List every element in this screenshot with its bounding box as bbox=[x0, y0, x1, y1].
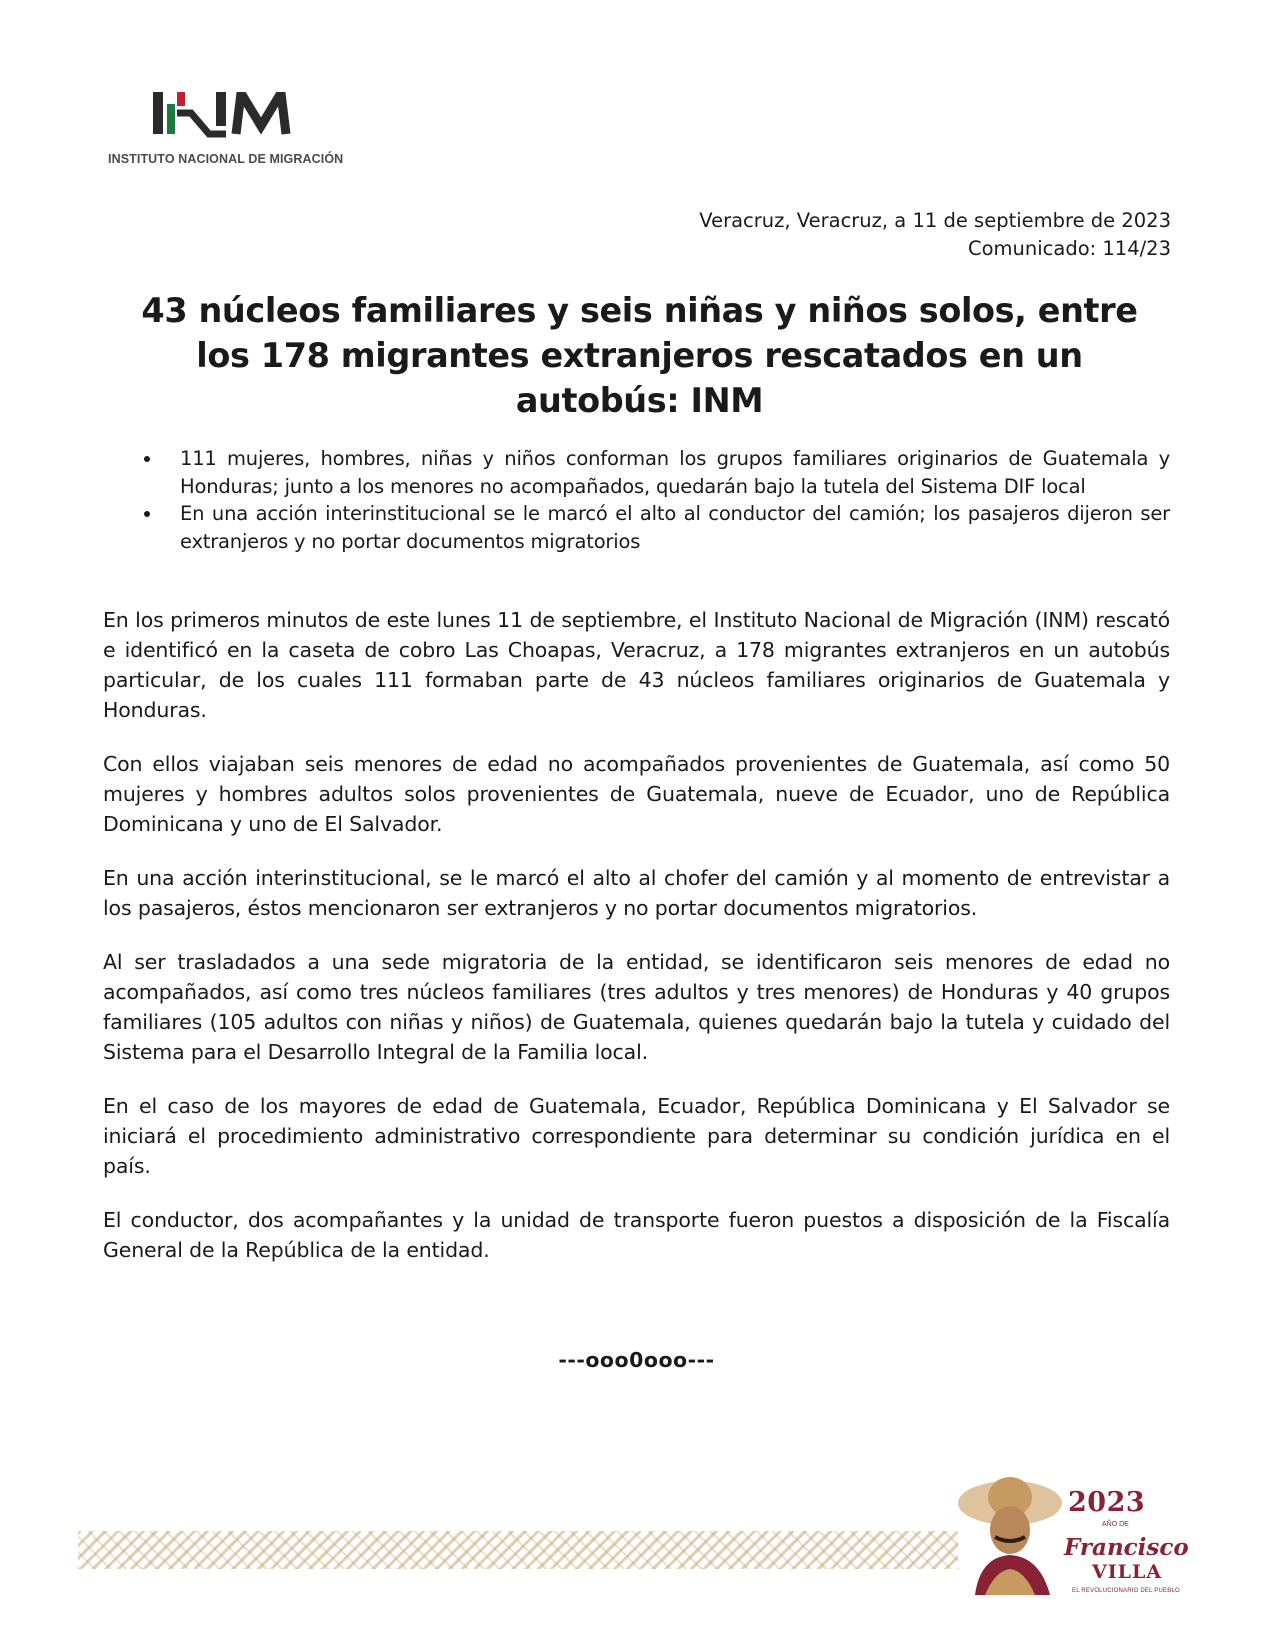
decorative-border bbox=[78, 1531, 958, 1569]
bullet-icon bbox=[144, 456, 150, 462]
bullet-text: 111 mujeres, hombres, niñas y niños conforman los grupos familiares originarios de Guatemala y Honduras; junto a los menores no acompañados, quedarán bajo la tutela del Sistema DIF local bbox=[180, 447, 1170, 498]
paragraph: En el caso de los mayores de edad de Guatemala, Ecuador, República Dominicana y El Salvador se iniciará el procedimiento administrativo correspondiente para determinar su condición jurídica en el país. bbox=[103, 1094, 1170, 1178]
bullet-icon bbox=[144, 511, 150, 517]
paragraph: Al ser trasladados a una sede migratoria de la entidad, se identificaron seis menores de edad no acompañados, así como tres núcleos familiares (tres adultos y tres menores) de Honduras y 40 grupos familiares (105 adultos con niñas y niños) de Guatemala, quienes quedarán bajo la tutela y cuidado del Sistema para el Desarrollo Integral de la Familia local. bbox=[103, 950, 1170, 1064]
summary-bullets bbox=[140, 445, 1170, 555]
communique-number: Comunicado: 114/23 bbox=[967, 237, 1171, 260]
bullet-text: En una acción interinstitucional se le marcó el alto al conductor del camión; los pasajeros dijeron ser extranjeros y no portar documentos migratorios bbox=[180, 502, 1170, 553]
footer-name-first: Francisco bbox=[1064, 1534, 1189, 1561]
paragraph: En una acción interinstitucional, se le marcó el alto al chofer del camión y al momento de entrevistar a los pasajeros, éstos mencionaron ser extranjeros y no portar documentos migratorios. bbox=[103, 866, 1170, 920]
paragraph: Con ellos viajaban seis menores de edad no acompañados provenientes de Guatemala, así como 50 mujeres y hombres adultos solos provenientes de Guatemala, nueve de Ecuador, uno de República Dominicana y uno de El Salvador. bbox=[103, 752, 1170, 836]
document-meta bbox=[699, 207, 1171, 263]
paragraph: El conductor, dos acompañantes y la unidad de transporte fueron puestos a disposición de la Fiscalía General de la República de la entidad. bbox=[103, 1208, 1170, 1262]
footer-year-label: AÑO DE bbox=[1102, 1521, 1129, 1528]
paragraph: En los primeros minutos de este lunes 11 de septiembre, el Instituto Nacional de Migración (INM) rescató e identificó en la caseta de cobro Las Choapas, Veracruz, a 178 migrantes extranjeros en un autobús particular, de los cuales 111 formaban parte de 43 núcleos familiares originarios de Guatemala y Honduras. bbox=[103, 608, 1170, 722]
footer-name-last: VILLA bbox=[1092, 1561, 1163, 1583]
footer-tagline: EL REVOLUCIONARIO DEL PUEBLO bbox=[1072, 1588, 1180, 1594]
closing-mark: ---ooo0ooo--- bbox=[558, 1348, 715, 1372]
bullet-item bbox=[140, 500, 1170, 555]
page-title: 43 núcleos familiares y seis niñas y niños solos, entre los 178 migrantes extranjeros rescatados en un autobús: INM bbox=[141, 291, 1138, 420]
location-date: Veracruz, Veracruz, a 11 de septiembre de 2023 bbox=[699, 209, 1171, 232]
footer-year: 2023 bbox=[1068, 1487, 1146, 1518]
bullet-item bbox=[140, 445, 1170, 500]
institution-name: INSTITUTO NACIONAL DE MIGRACIÓN bbox=[108, 152, 344, 166]
article-body bbox=[103, 605, 1170, 1289]
